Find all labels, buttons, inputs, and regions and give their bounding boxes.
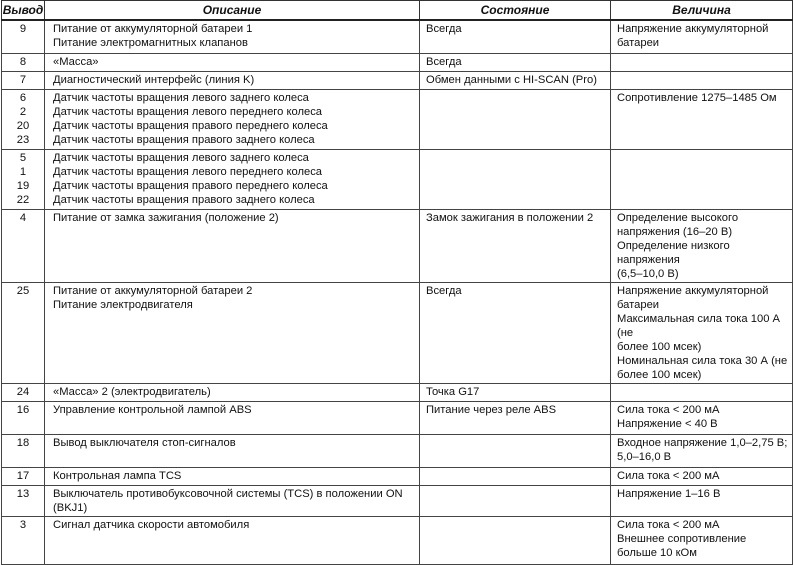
value-cell: Сопротивление 1275–1485 Ом (611, 89, 793, 149)
header-state: Состояние (420, 1, 611, 21)
table-row (2, 149, 793, 209)
pin-cell: 3 (2, 516, 45, 564)
state-cell: Всегда (420, 282, 611, 383)
pin-cell: 16 (2, 401, 45, 434)
table-row (2, 383, 793, 401)
table-row (2, 71, 793, 89)
description-cell: Диагностический интерфейс (линия K) (45, 71, 420, 89)
pin-cell: 24 (2, 383, 45, 401)
state-cell (420, 467, 611, 485)
pin-cell: 7 (2, 71, 45, 89)
table-row (2, 89, 793, 149)
table-row (2, 209, 793, 282)
table-row (2, 467, 793, 485)
state-cell (420, 516, 611, 564)
description-cell: Сигнал датчика скорости автомобиля (45, 516, 420, 564)
description-cell: Питание от замка зажигания (положение 2) (45, 209, 420, 282)
table-row (2, 282, 793, 383)
description-cell: Питание от аккумуляторной батареи 2 Питание электродвигателя (45, 282, 420, 383)
value-cell: Определение высокого напряжения (16–20 В) Определение низкого напряжения (6,5–10,0 В) (611, 209, 793, 282)
description-cell: «Масса» 2 (электродвигатель) (45, 383, 420, 401)
pin-cell: 18 (2, 434, 45, 467)
description-cell: Питание от аккумуляторной батареи 1 Питание электромагнитных клапанов (45, 20, 420, 53)
header-row (2, 1, 793, 21)
value-cell: Входное напряжение 1,0–2,75 В; 5,0–16,0 В (611, 434, 793, 467)
pin-cell: 4 (2, 209, 45, 282)
state-cell (420, 434, 611, 467)
value-cell (611, 383, 793, 401)
value-cell: Сила тока < 200 мА Внешнее сопротивление больше 10 кОм (611, 516, 793, 564)
value-cell (611, 71, 793, 89)
value-cell: Напряжение 1–16 В (611, 485, 793, 516)
state-cell: Питание через реле ABS (420, 401, 611, 434)
description-cell: Вывод выключателя стоп-сигналов (45, 434, 420, 467)
pin-cell: 17 (2, 467, 45, 485)
state-cell (420, 485, 611, 516)
header-pin: Вывод (2, 1, 45, 21)
description-cell: «Масса» (45, 53, 420, 71)
value-cell (611, 149, 793, 209)
table-row (2, 485, 793, 516)
header-value: Величина (611, 1, 793, 21)
description-cell: Выключатель противобуксовочной системы (TCS) в положении ON (BKJ1) (45, 485, 420, 516)
pin-cell: 13 (2, 485, 45, 516)
value-cell: Напряжение аккумуляторной батареи Максимальная сила тока 100 А (не более 100 мсек) Номинальная сила тока 30 А (не более 100 мсек) (611, 282, 793, 383)
value-cell: Сила тока < 200 мА (611, 467, 793, 485)
pin-cell: 8 (2, 53, 45, 71)
state-cell: Всегда (420, 53, 611, 71)
table-row (2, 516, 793, 564)
pin-cell: 25 (2, 282, 45, 383)
value-cell (611, 53, 793, 71)
state-cell (420, 149, 611, 209)
description-cell: Управление контрольной лампой ABS (45, 401, 420, 434)
description-cell: Датчик частоты вращения левого заднего колеса Датчик частоты вращения левого переднего колеса Датчик частоты вращения правого переднего колеса Датчик частоты вращения правого заднего колеса (45, 89, 420, 149)
state-cell (420, 89, 611, 149)
state-cell: Обмен данными с HI-SCAN (Pro) (420, 71, 611, 89)
table-row (2, 53, 793, 71)
pinout-table (1, 0, 793, 565)
header-description: Описание (45, 1, 420, 21)
table-row (2, 434, 793, 467)
pin-cell: 9 (2, 20, 45, 53)
table-row (2, 401, 793, 434)
table-row (2, 20, 793, 53)
pin-cell: 5 1 19 22 (2, 149, 45, 209)
state-cell: Замок зажигания в положении 2 (420, 209, 611, 282)
pin-cell: 6 2 20 23 (2, 89, 45, 149)
description-cell: Контрольная лампа TCS (45, 467, 420, 485)
state-cell: Точка G17 (420, 383, 611, 401)
value-cell: Сила тока < 200 мА Напряжение < 40 В (611, 401, 793, 434)
description-cell: Датчик частоты вращения левого заднего колеса Датчик частоты вращения левого переднего колеса Датчик частоты вращения правого переднего колеса Датчик частоты вращения правого заднего колеса (45, 149, 420, 209)
value-cell: Напряжение аккумуляторной батареи (611, 20, 793, 53)
state-cell: Всегда (420, 20, 611, 53)
